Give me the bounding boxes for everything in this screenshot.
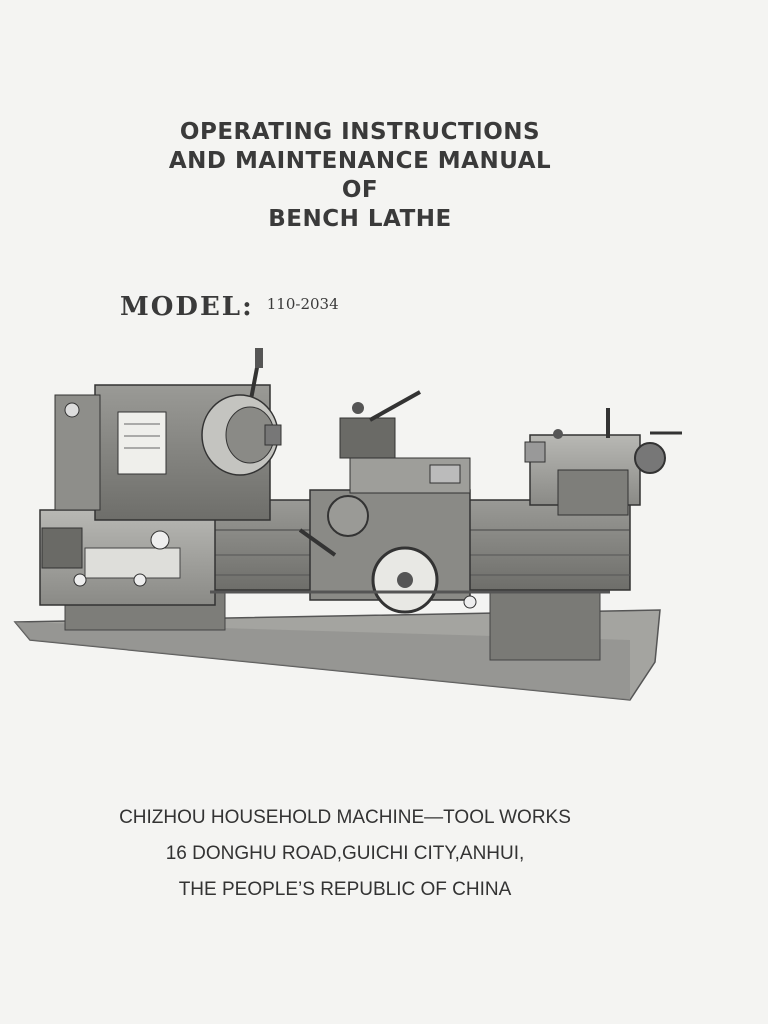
tool-post [340, 418, 395, 458]
model-number: 110-2034 [266, 295, 339, 313]
manufacturer-address [40, 800, 650, 908]
bench-lathe-photo [10, 340, 690, 710]
manual-title [60, 118, 660, 234]
headstock-label-plate [118, 412, 166, 474]
title-line-1: OPERATING INSTRUCTIONS [179, 119, 541, 145]
model-label: MODEL: [120, 292, 254, 322]
model-row [120, 292, 339, 322]
title-line-3: OF [341, 177, 379, 203]
tailstock-handwheel [635, 443, 665, 473]
country-line: THE PEOPLE’S REPUBLIC OF CHINA [178, 879, 512, 900]
title-line-4: BENCH LATHE [268, 206, 452, 232]
address-line: 16 DONGHU ROAD,GUICHI CITY,ANHUI, [165, 843, 525, 864]
title-line-2: AND MAINTENANCE MANUAL [168, 148, 552, 174]
gearbox-plate [85, 548, 180, 578]
manufacturer-name: CHIZHOU HOUSEHOLD MACHINE—TOOL WORKS [119, 807, 571, 828]
